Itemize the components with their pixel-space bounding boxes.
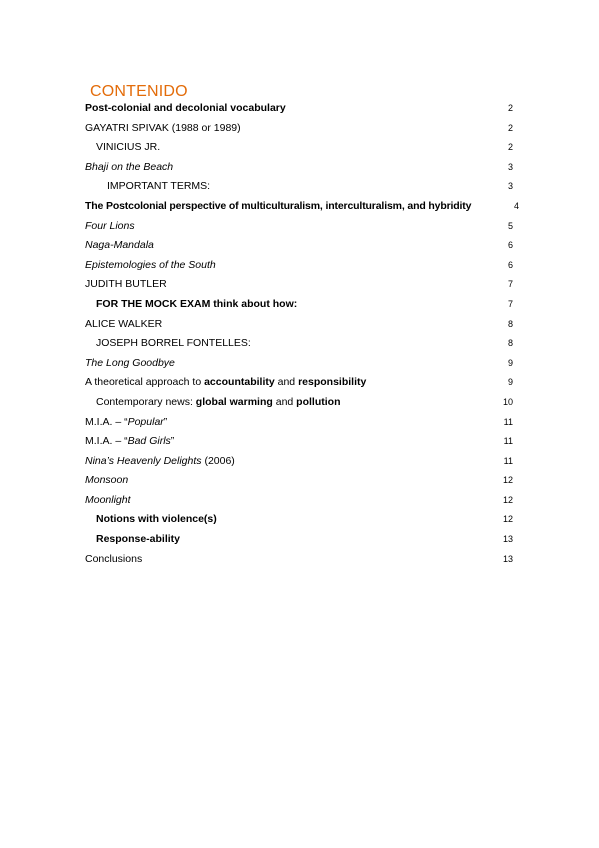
toc-entry-label: JOSEPH BORREL FONTELLES: [96, 337, 251, 350]
toc-entry-page: 12 [502, 494, 513, 505]
toc-entry[interactable] [85, 393, 515, 413]
toc-entry-label-bold: global warming [195, 395, 273, 408]
toc-entry-page: 7 [507, 279, 513, 290]
toc-entry-label-part: and [274, 376, 299, 389]
toc-entry-label-part: ” [170, 435, 175, 448]
toc-entry-page: 7 [507, 298, 513, 309]
toc-entry-page: 2 [507, 103, 513, 113]
toc-entry-label [85, 413, 167, 433]
toc-entry-label-italic: Popular [127, 415, 164, 428]
toc-entry[interactable] [85, 119, 515, 139]
toc-entry-label [96, 295, 297, 315]
toc-entry-page: 6 [507, 240, 513, 251]
toc-entry[interactable] [85, 491, 515, 511]
toc-entry-page: 8 [507, 318, 513, 329]
toc-entry[interactable] [85, 432, 515, 452]
toc-entry-label-part: (2006) [201, 454, 235, 467]
toc-entry[interactable] [85, 452, 515, 472]
toc-entry-page: 12 [502, 514, 513, 525]
toc-entry-label-part: M.I.A. – “ [85, 435, 128, 448]
toc-entry[interactable] [85, 295, 515, 315]
toc-entry-page: 2 [507, 122, 513, 133]
toc-entry-label: IMPORTANT TERMS: [107, 180, 211, 193]
toc-entry-label: Response-ability [96, 533, 181, 546]
toc-entry-label: Notions with violence(s) [96, 513, 217, 526]
toc-entry-page: 13 [502, 553, 513, 564]
toc-entry[interactable] [85, 471, 515, 491]
toc-entry-label-part: A theoretical approach to [85, 376, 205, 389]
toc-entry-label-part: M.I.A. – “ [85, 415, 128, 428]
toc-entry-label [85, 452, 235, 472]
toc-entry-label: The Long Goodbye [85, 356, 175, 369]
toc-entry-page: 2 [507, 142, 513, 153]
toc-entry-label-bold: FOR THE MOCK EXAM [96, 297, 211, 310]
toc-entry-label [85, 373, 366, 393]
toc-entry-label: Epistemologies of the South [85, 258, 216, 271]
toc-entry-label-part: ” [163, 415, 168, 428]
toc-entry[interactable] [85, 510, 515, 530]
toc-entry[interactable] [85, 315, 515, 335]
toc-entry-label: Moonlight [85, 493, 131, 506]
toc-entry-label: The Postcolonial perspective of multiculturalism, interculturalism, and hybridity [85, 199, 472, 212]
toc-entry-page: 11 [503, 455, 513, 466]
toc-entry-page: 6 [507, 259, 513, 270]
toc-entry[interactable] [85, 197, 519, 217]
toc-entry-page: 5 [507, 220, 513, 231]
toc-entry-page: 11 [503, 436, 513, 447]
toc-entry-label: ALICE WALKER [85, 317, 163, 330]
toc-entry-label-bold: responsibility [298, 376, 367, 389]
toc-entry-page: 13 [502, 534, 513, 545]
toc-entry[interactable] [85, 413, 515, 433]
toc-title: CONTENIDO [90, 83, 188, 100]
toc-entry[interactable] [85, 334, 515, 354]
toc-entry[interactable] [85, 256, 515, 276]
toc-entry-label-part: Contemporary news: [96, 395, 196, 408]
toc-entry-label: GAYATRI SPIVAK (1988 or 1989) [85, 121, 241, 134]
toc-entry[interactable] [85, 158, 515, 178]
toc-entry-label: Naga-Mandala [85, 239, 154, 252]
toc-entry-label: VINICIUS JR. [96, 141, 161, 154]
toc-entry[interactable] [85, 275, 515, 295]
toc-entry[interactable] [85, 550, 515, 570]
toc-entry[interactable] [85, 138, 515, 158]
toc-entry[interactable] [85, 177, 515, 197]
toc-entry[interactable] [85, 99, 515, 119]
toc-entry-label-part: and [272, 395, 297, 408]
toc-entry[interactable] [85, 530, 515, 550]
toc-entry[interactable] [85, 217, 515, 237]
toc-entry-label-italic: Nina’s Heavenly Delights [85, 454, 202, 467]
toc-entry[interactable] [85, 354, 515, 374]
toc-entry-label [96, 393, 341, 413]
toc-entry-label-bold: pollution [296, 395, 341, 408]
table-of-contents [85, 99, 519, 569]
toc-entry-page: 9 [507, 357, 513, 368]
toc-entry-label [85, 432, 174, 452]
toc-entry[interactable] [85, 373, 515, 393]
toc-entry[interactable] [85, 236, 515, 256]
toc-entry-label: Bhaji on the Beach [85, 160, 174, 173]
toc-entry-page: 3 [507, 161, 513, 172]
toc-entry-label: Conclusions [85, 552, 143, 565]
toc-entry-label: Post-colonial and decolonial vocabulary [85, 102, 286, 114]
toc-entry-label: JUDITH BUTLER [85, 278, 167, 291]
toc-entry-label-italic: Bad Girls [127, 435, 171, 448]
toc-entry-label-bold: accountability [204, 376, 275, 389]
toc-entry-page: 3 [507, 181, 513, 192]
toc-entry-page: 4 [513, 200, 519, 211]
toc-entry-label: Four Lions [85, 219, 135, 232]
toc-entry-page: 8 [507, 338, 513, 349]
toc-entry-label: Monsoon [85, 474, 129, 487]
toc-entry-page: 9 [507, 377, 513, 388]
toc-entry-page: 10 [502, 396, 513, 407]
toc-entry-page: 12 [502, 475, 513, 486]
toc-entry-page: 11 [503, 416, 513, 427]
toc-entry-label-rest: think about how: [210, 297, 298, 310]
